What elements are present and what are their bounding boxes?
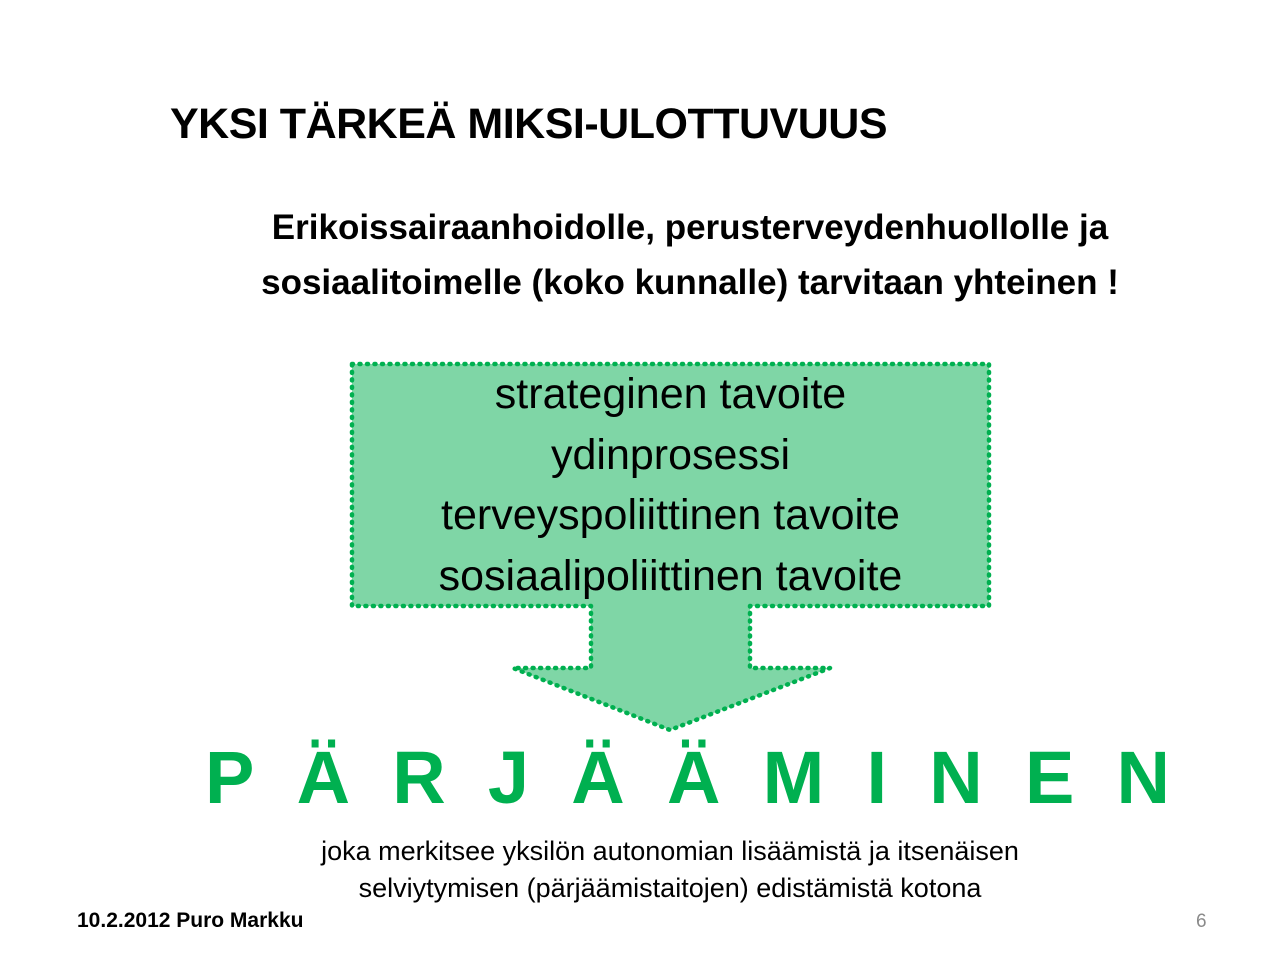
key-word-letter: P xyxy=(205,736,255,819)
key-word-letter: N xyxy=(929,736,983,819)
arrow-text-line: sosiaalipoliittinen tavoite xyxy=(438,551,903,600)
subtitle-line: sosiaalitoimelle (koko kunnalle) tarvitaan yhteinen ! xyxy=(261,263,1119,302)
caption-line: joka merkitsee yksilön autonomian lisäämistä ja itsenäisen xyxy=(321,836,1019,866)
caption-line: selviytymisen (pärjäämistaitojen) edistämistä kotona xyxy=(358,873,982,903)
key-word-letter: N xyxy=(1116,736,1170,819)
key-word-parjaaminen xyxy=(205,735,1170,820)
arrow-text-line: ydinprosessi xyxy=(551,430,790,479)
arrow-text xyxy=(352,364,989,606)
page-number: 6 xyxy=(1196,911,1207,932)
key-word-letter: M xyxy=(762,736,825,819)
key-word-letter: Ä xyxy=(571,736,625,819)
key-word-letter: Ä xyxy=(296,736,351,819)
footer-date-author: 10.2.2012 Puro Markku xyxy=(77,909,304,932)
key-word-letter: I xyxy=(866,736,888,819)
caption xyxy=(250,833,1090,907)
key-word-letter: J xyxy=(487,736,530,819)
arrow-text-line: terveyspoliittinen tavoite xyxy=(441,491,900,539)
slide-title: YKSI TÄRKEÄ MIKSI-ULOTTUVUUS xyxy=(170,100,887,148)
key-word-letter: R xyxy=(392,736,446,819)
key-word-letter: Ä xyxy=(666,736,721,819)
key-word-letter: E xyxy=(1024,736,1075,819)
arrow-text-line: strateginen tavoite xyxy=(494,370,847,418)
subtitle-line: Erikoissairaanhoidolle, perusterveydenhuollolle ja xyxy=(271,208,1109,247)
